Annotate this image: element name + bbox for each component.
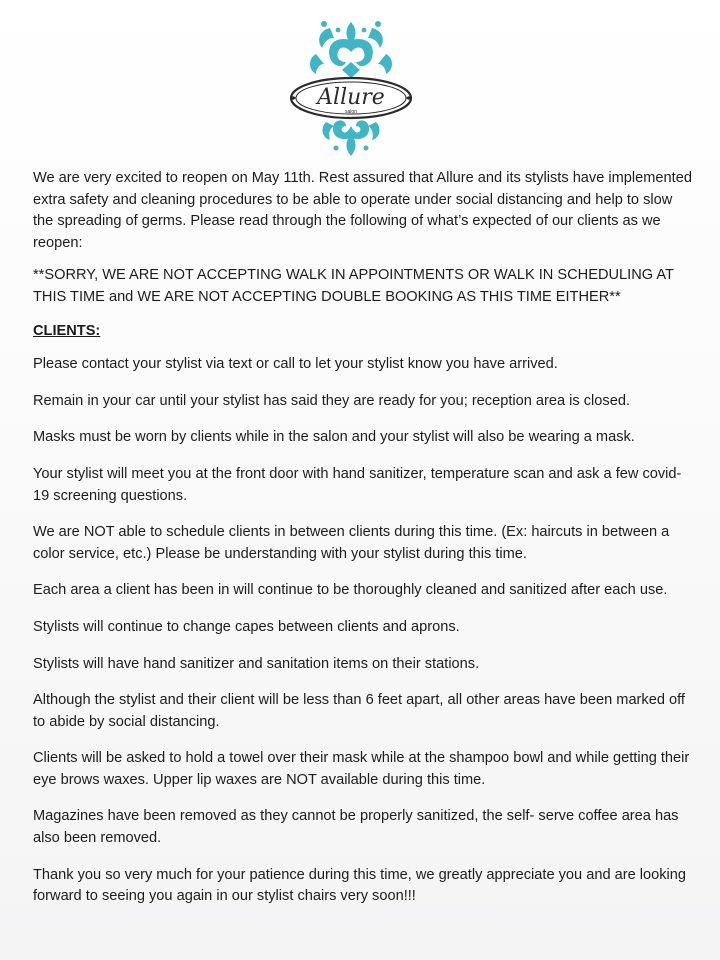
rule-item: Stylists will have hand sanitizer and sanitation items on their stations. — [33, 655, 480, 672]
rule-item: Magazines have been removed as they cannot be properly sanitized, the self- serve coffee area has also been removed. — [33, 808, 679, 847]
rule-item: Stylists will continue to change capes between clients and aprons. — [33, 618, 460, 635]
walk-in-notice: **SORRY, WE ARE NOT ACCEPTING WALK IN APPOINTMENTS OR WALK IN SCHEDULING AT THIS TIME and WE ARE NOT ACCEPTING DOUBLE BOOKING AS THIS TIME EITHER** — [33, 267, 674, 305]
closing-paragraph: Thank you so very much for your patience during this time, we greatly appreciate you and are looking forward to seeing you again in our stylist chairs very soon!!! — [33, 866, 687, 905]
rule-item: Clients will be asked to hold a towel over their mask while at the shampoo bowl and while getting their eye brows waxes. Upper lip waxes are NOT available during this time. — [33, 750, 690, 788]
logo-wordmark: Allure — [317, 85, 385, 110]
logo-subtitle: salon — [345, 109, 357, 115]
rule-item: We are NOT able to schedule clients in between clients during this time. (Ex: haircuts in between a color service, etc.) Please be understanding with your stylist during this time. — [33, 524, 670, 562]
rule-item: Masks must be worn by clients while in the salon and your stylist will also be wearing a mask. — [33, 429, 635, 446]
rule-item: Remain in your car until your stylist has said they are ready for you; reception area is closed. — [33, 392, 631, 409]
rule-item: Please contact your stylist via text or call to let your stylist know you have arrived. — [33, 356, 558, 373]
rule-item: Each area a client has been in will continue to be thoroughly cleaned and sanitized after each use. — [33, 582, 668, 599]
letter-body — [33, 168, 693, 923]
rule-item: Although the stylist and their client will be less than 6 feet apart, all other areas have been marked off to abide by social distancing. — [33, 692, 685, 730]
clients-heading: CLIENTS: — [33, 322, 101, 339]
intro-paragraph: We are very excited to reopen on May 11th. Rest assured that Allure and its stylists have implemented extra safety and cleaning procedures to be able to operate under social distancing and help to slow the spreading of germs. Please read through the following of what’s expected of our clients as we reopen: — [33, 170, 692, 251]
rule-item: Your stylist will meet you at the front door with hand sanitizer, temperature scan and ask a few covid-19 screening questions. — [33, 465, 682, 504]
allure-salon-logo — [286, 18, 416, 160]
